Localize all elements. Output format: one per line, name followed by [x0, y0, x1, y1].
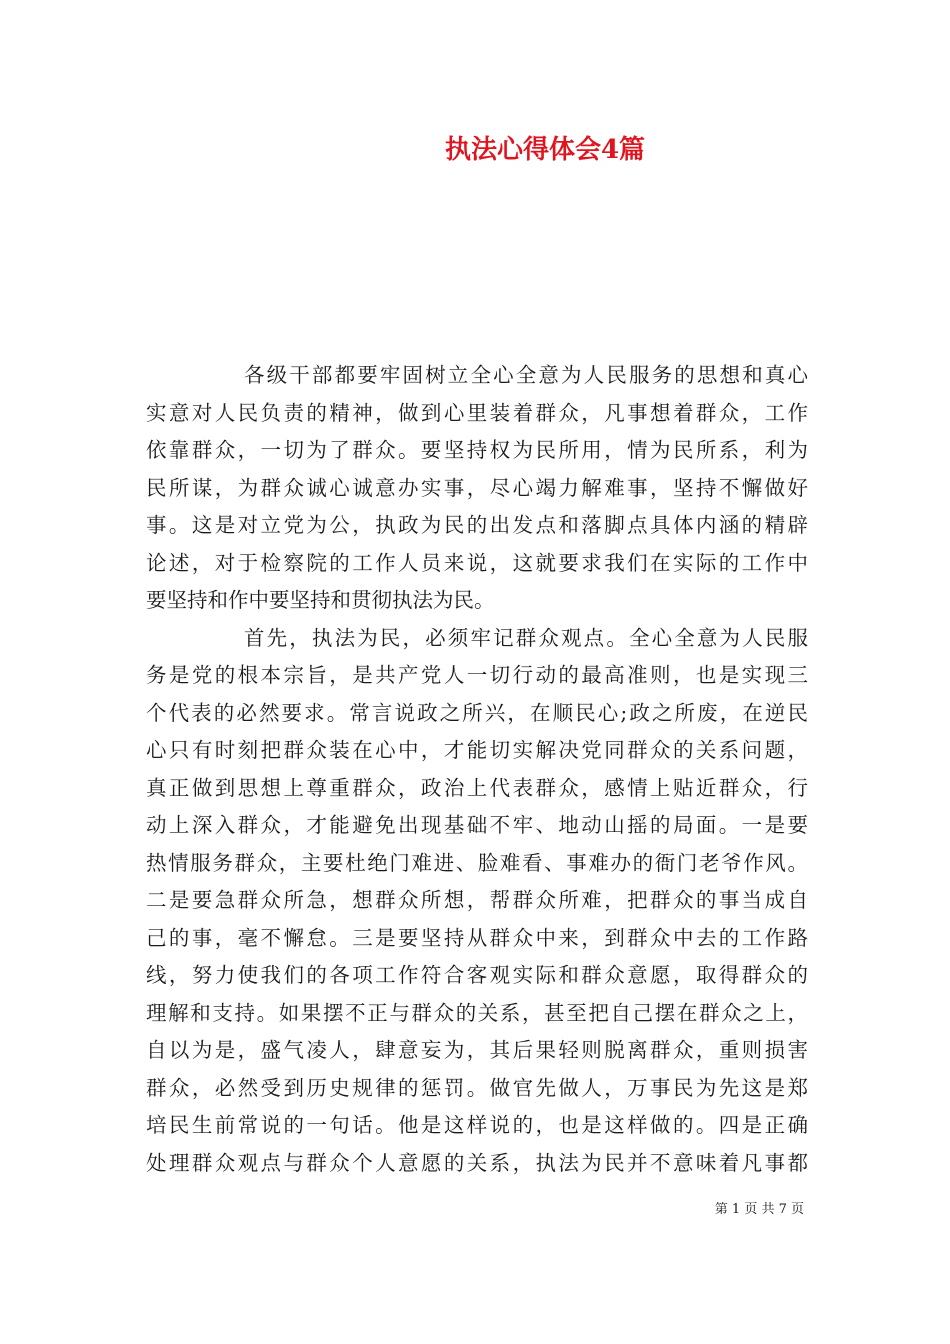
text-line: 理解和支持。如果摆不正与群众的关系，甚至把自己摆在群众之上， — [146, 1000, 808, 1025]
text-line: 民所谋，为群众诚心诚意办实事，尽心竭力解难事，坚持不懈做好 — [146, 475, 808, 500]
page-number: 第 1 页 共 7 页 — [714, 1202, 804, 1217]
text-line: 自以为是，盛气凌人，肆意妄为，其后果轻则脱离群众，重则损害 — [146, 1038, 808, 1062]
text-line: 群众，必然受到历史规律的惩罚。做官先做人，万事民为先这是郑 — [146, 1075, 808, 1100]
document-body — [146, 357, 808, 1182]
text-line: 各级干部都要牢固树立全心全意为人民服务的思想和真心 — [244, 363, 808, 387]
text-line: 真正做到思想上尊重群众，政治上代表群众，感情上贴近群众，行 — [146, 775, 808, 800]
text-line: 事。这是对立党为公，执政为民的出发点和落脚点具体内涵的精辟 — [146, 513, 808, 537]
text-line: 个代表的必然要求。常言说政之所兴，在顺民心;政之所废，在逆民 — [146, 700, 808, 725]
text-line: 依靠群众，一切为了群众。要坚持权为民所用，情为民所系，利为 — [146, 438, 808, 462]
text-line: 实意对人民负责的精神，做到心里装着群众，凡事想着群众，工作 — [146, 400, 808, 425]
document-title: 执法心得体会4篇 — [444, 135, 646, 165]
text-line: 处理群众观点与群众个人意愿的关系，执法为民并不意味着凡事都 — [146, 1150, 808, 1175]
text-line: 心只有时刻把群众装在心中，才能切实解决党同群众的关系问题， — [146, 738, 808, 762]
text-line: 二是要急群众所急，想群众所想，帮群众所难，把群众的事当成自 — [146, 888, 808, 912]
text-line: 要坚持和作中要坚持和贯彻执法为民。 — [146, 588, 495, 612]
text-line: 论述，对于检察院的工作人员来说，这就要求我们在实际的工作中 — [146, 550, 808, 575]
text-line: 培民生前常说的一句话。他是这样说的，也是这样做的。四是正确 — [146, 1113, 808, 1137]
text-line: 首先，执法为民，必须牢记群众观点。全心全意为人民服 — [244, 625, 808, 650]
text-line: 动上深入群众，才能避免出现基础不牢、地动山摇的局面。一是要 — [146, 813, 808, 837]
text-line: 热情服务群众，主要杜绝门难进、脸难看、事难办的衙门老爷作风。 — [146, 850, 808, 875]
text-line: 务是党的根本宗旨，是共产党人一切行动的最高准则，也是实现三 — [146, 663, 808, 687]
text-line: 己的事，毫不懈怠。三是要坚持从群众中来，到群众中去的工作路 — [146, 925, 808, 950]
text-line: 线，努力使我们的各项工作符合客观实际和群众意愿，取得群众的 — [146, 963, 808, 987]
